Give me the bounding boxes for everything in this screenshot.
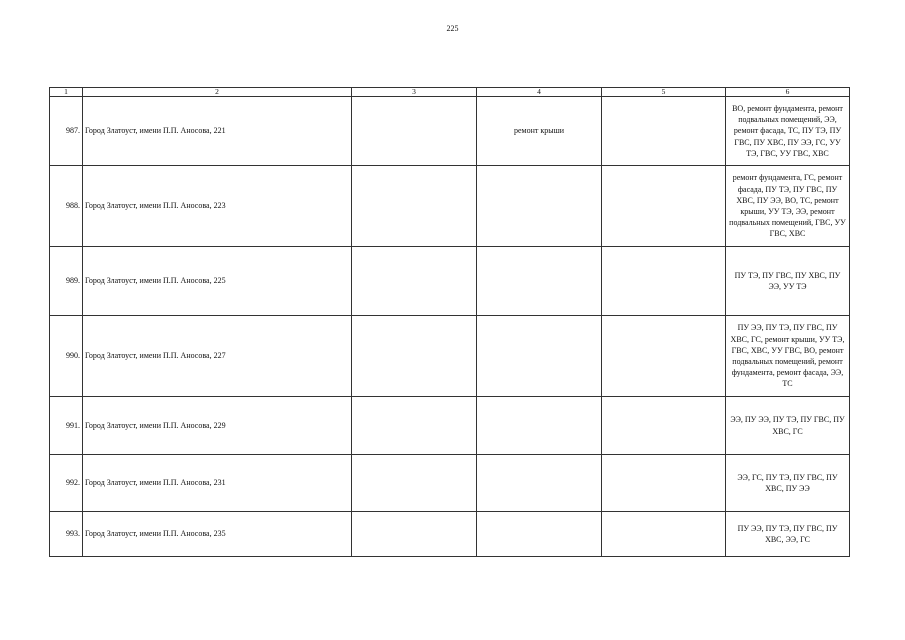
row-col3 (352, 455, 477, 512)
row-col5 (602, 397, 726, 455)
row-number: 989. (50, 247, 83, 316)
row-address: Город Златоуст, имени П.П. Аносова, 231 (83, 455, 352, 512)
table-row (50, 247, 850, 316)
table-row (50, 316, 850, 397)
table-row (50, 455, 850, 512)
row-col4 (477, 316, 602, 397)
row-col5 (602, 316, 726, 397)
row-address: Город Златоуст, имени П.П. Аносова, 223 (83, 166, 352, 247)
column-header-6: 6 (726, 88, 850, 97)
row-number: 991. (50, 397, 83, 455)
row-col4 (477, 455, 602, 512)
row-address: Город Златоуст, имени П.П. Аносова, 229 (83, 397, 352, 455)
column-header-1: 1 (50, 88, 83, 97)
row-col3 (352, 97, 477, 166)
row-col5 (602, 166, 726, 247)
row-col3 (352, 166, 477, 247)
row-col3 (352, 512, 477, 557)
row-work-types: ЭЭ, ГС, ПУ ТЭ, ПУ ГВС, ПУ ХВС, ПУ ЭЭ (726, 455, 850, 512)
row-work-types: ЭЭ, ПУ ЭЭ, ПУ ТЭ, ПУ ГВС, ПУ ХВС, ГС (726, 397, 850, 455)
row-number: 993. (50, 512, 83, 557)
row-address: Город Златоуст, имени П.П. Аносова, 221 (83, 97, 352, 166)
row-address: Город Златоуст, имени П.П. Аносова, 225 (83, 247, 352, 316)
table-row (50, 166, 850, 247)
column-header-2: 2 (83, 88, 352, 97)
row-col4 (477, 512, 602, 557)
row-work-types: ремонт фундамента, ГС, ремонт фасада, ПУ ТЭ, ПУ ГВС, ПУ ХВС, ПУ ЭЭ, ВО, ТС, ремонт крыши, УУ ТЭ, ЭЭ, ремонт подвальных помещений, ГВС, УУ ГВС, ХВС (726, 166, 850, 247)
row-work-types: ПУ ЭЭ, ПУ ТЭ, ПУ ГВС, ПУ ХВС, ГС, ремонт крыши, УУ ТЭ, ГВС, ХВС, УУ ГВС, ВО, ремонт подвальных помещений, ремонт фундамента, ремонт фасада, ЭЭ, ТС (726, 316, 850, 397)
table-row (50, 397, 850, 455)
row-number: 990. (50, 316, 83, 397)
row-address: Город Златоуст, имени П.П. Аносова, 235 (83, 512, 352, 557)
row-col3 (352, 397, 477, 455)
row-col4 (477, 166, 602, 247)
table-row (50, 512, 850, 557)
table-header-row (50, 88, 850, 97)
row-col4 (477, 397, 602, 455)
row-col5 (602, 455, 726, 512)
row-work-types: ПУ ТЭ, ПУ ГВС, ПУ ХВС, ПУ ЭЭ, УУ ТЭ (726, 247, 850, 316)
column-header-4: 4 (477, 88, 602, 97)
page-number: 225 (446, 24, 459, 33)
column-header-3: 3 (352, 88, 477, 97)
column-header-5: 5 (602, 88, 726, 97)
row-number: 987. (50, 97, 83, 166)
row-col4 (477, 247, 602, 316)
row-work-types: ПУ ЭЭ, ПУ ТЭ, ПУ ГВС, ПУ ХВС, ЭЭ, ГС (726, 512, 850, 557)
row-col5 (602, 247, 726, 316)
row-col3 (352, 316, 477, 397)
table-row (50, 97, 850, 166)
row-address: Город Златоуст, имени П.П. Аносова, 227 (83, 316, 352, 397)
row-col3 (352, 247, 477, 316)
row-col5 (602, 97, 726, 166)
row-work-types: ВО, ремонт фундамента, ремонт подвальных помещений, ЭЭ, ремонт фасада, ТС, ПУ ТЭ, ПУ ГВС, ПУ ХВС, ПУ ЭЭ, ГС, УУ ТЭ, ГВС, УУ ГВС, ХВС (726, 97, 850, 166)
row-number: 988. (50, 166, 83, 247)
work-schedule-table (49, 87, 850, 557)
row-number: 992. (50, 455, 83, 512)
row-col5 (602, 512, 726, 557)
row-col4: ремонт крыши (477, 97, 602, 166)
